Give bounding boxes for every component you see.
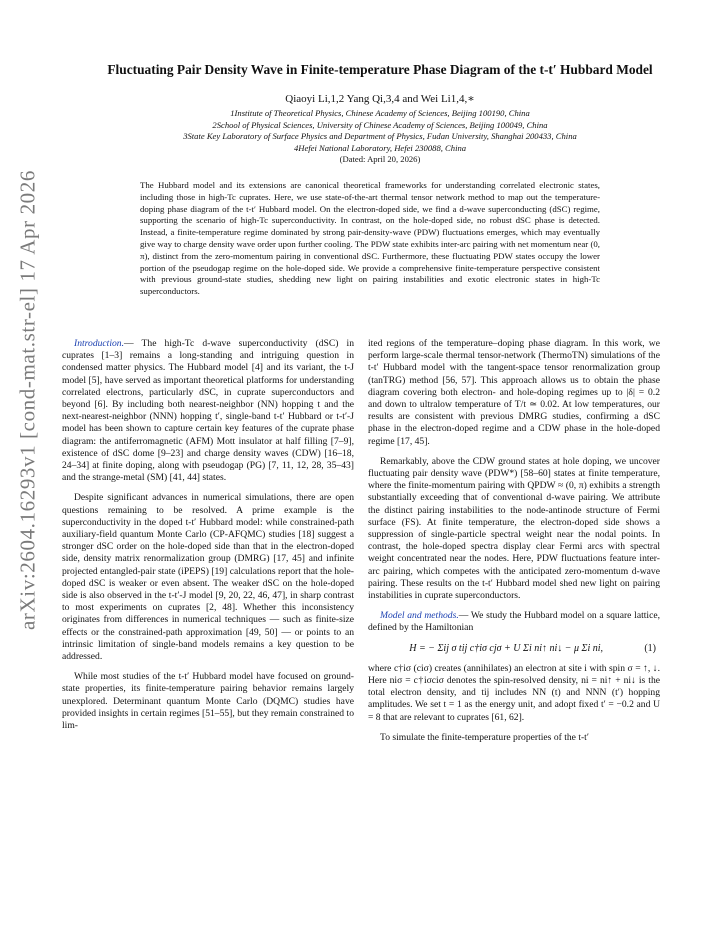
right-paragraph-4: where c†iσ (ciσ) creates (annihilates) an electron at site i with spin σ = ↑, ↓. Here niσ = c†iσciσ denotes the spin-resolved density, ni = ni↑ + ni↓ is the total electron density, and tij includes NN (t) and NNN (t′) hopping amplitudes. We set t = 1 as the energy unit, and adopt fixed t′ = −0.2 and U = 8 that are relevant to cuprates [61, 62]. — [368, 662, 660, 723]
equation-body: H = − Σij σ tij c†iσ cjσ + U Σi ni↑ ni↓ − μ Σi ni, — [409, 642, 604, 654]
intro-heading[interactable]: Introduction. — [74, 338, 125, 349]
right-paragraph-1: ited regions of the temperature–doping phase diagram. In this work, we perform large-scale thermal tensor-network (ThermoTN) simulations of the t-t′ Hubbard model with the tangent-space tensor renormalization group (tanTRG) method [56, 57]. This approach allows us to obtain the phase diagram covering both electron- and hole-doping regimes up to |δ| = 0.2 and down to ultralow temperature of T/t ≃ 0.02. At low temperatures, our results are consistent with previous DMRG studies, confirming a dSC phase in the electron-doped regime and a CDW phase in the hole-doped regime [17, 45]. — [368, 338, 660, 447]
affiliation-2: 2School of Physical Sciences, University of Chinese Academy of Sciences, Beijing 100049, China — [212, 119, 548, 130]
arxiv-stamp — [10, 140, 46, 660]
model-text: — We study the Hubbard model on a square lattice, defined by the Hamiltonian — [368, 610, 660, 634]
affiliation-4: 4Hefei National Laboratory, Hefei 230088, China — [293, 142, 467, 153]
left-paragraph-3: While most studies of the t-t′ Hubbard model have focused on ground-state properties, its finite-temperature pairing behavior remains largely unexplored. Determinant quantum Monte Carlo (DQMC) studies have provided insights in certain regimes [51–55], but they remain constrained to lim- — [62, 671, 354, 732]
right-paragraph-2: Remarkably, above the CDW ground states at hole doping, we uncover fluctuating pair density wave (PDW*) [58–60] states at finite temperature, where the finite-momentum pairing with QPDW ≈ (0, π) exhibits a strength substantially exceeding that of conventional d-wave pairing. We attribute the distinct pairing instabilities to the node-antinode structure of Fermi surface (FS). At finite temperature, the electron-doped side shows a suppression of single-particle spectral weight near the nodal points. In contrast, the hole-doped spectra display clear Fermi arcs with spectral weight concentrated near the nodes. Here, PDW fluctuations feature inter-arc pairing, which competes with the anticipated zero-momentum d-wave pairing. These results on the t-t′ Hubbard model shed new light on pairing instabilities in cuprate superconductors. — [368, 455, 660, 602]
model-heading[interactable]: Model and methods. — [380, 610, 459, 622]
intro-paragraph — [62, 338, 354, 484]
affiliation-3: 3State Key Laboratory of Surface Physics and Department of Physics, Fudan University, Shanghai 200433, China — [183, 131, 577, 142]
intro-text: — The high-Tc d-wave superconductivity (dSC) in cuprates [1–3] remains a long-standing and intriguing question in condensed matter physics. The Hubbard model [4] and its variant, the t-J model [5], have served as important theoretical platforms for understanding correlated electrons, particularly dSC, in cuprate superconductors and beyond [6]. By including both nearest-neighbor (NN) hopping t and the next-nearest-neighbor (NNN) hopping t′, single-band t-t′ Hubbard or t-t′-J model has been shown to capture certain key features of the cuprate phase diagram: the antiferromagnetic (AFM) Mott insulator at half filling [7–9], existence of dSC dome [9–23] and charge density waves (CDW) [16–18, 24–34] at finite doping, along with pseudogap (PG) [7, 11, 12, 28, 35–43] and the strange-metal (SM) [41, 44] states. — [62, 338, 354, 484]
arxiv-stamp-text: arXiv:2604.16293v1 [cond-mat.str-el] 17 Apr 2026 — [15, 170, 40, 630]
model-paragraph — [368, 610, 660, 634]
author-list: Qiaoyi Li,1,2 Yang Qi,3,4 and Wei Li1,4,∗ — [285, 93, 475, 105]
abstract: The Hubbard model and its extensions are canonical theoretical frameworks for understanding correlated electronic states, including those in high-Tc cuprates. Here, we use state-of-the-art thermal tensor network method to map out the temperature-doping phase diagram of the t-t′ Hubbard model. On the electron-doped side, we find a d-wave superconducting (dSC) regime, supporting the scenario of high-Tc superconductivity. In contrast, on the hole-doped side, no robust dSC phase is detected. Instead, a finite-temperature regime dominated by strong pair-density-wave (PDW) fluctuations emerges, which may eventually give way to charge density wave order upon further cooling. The PDW state exhibits inter-arc pairing with net momentum near (0, π), distinct from the zero-momentum pairing in conventional dSC. Furthermore, these fluctuating PDW states occupy the lower portion of the pseudogap regime on the hole-doped side. We provide a comprehensive finite-temperature perspective consistent with previous ground-state studies, shedding new light on pairing instabilities and exotic electronic states in high-Tc superconductors. — [140, 180, 600, 297]
equation-number: (1) — [644, 642, 656, 654]
affiliation-1: 1Institute of Theoretical Physics, Chinese Academy of Sciences, Beijing 100190, China — [230, 108, 530, 118]
paper-title: Fluctuating Pair Density Wave in Finite-temperature Phase Diagram of the t-t′ Hubbard Model — [107, 62, 653, 77]
affiliations — [60, 108, 700, 166]
left-column — [62, 338, 354, 732]
dated-line: (Dated: April 20, 2026) — [339, 154, 421, 165]
hamiltonian-equation — [368, 643, 660, 655]
right-column — [368, 338, 660, 744]
left-paragraph-2: Despite significant advances in numerical simulations, there are open questions remaining to be resolved. A prime example is the superconductivity in the doped t-t′ Hubbard model: while constrained-path auxiliary-field quantum Monte Carlo (CP-AFQMC) studies [18] suggest a stronger dSC order on the hole-doped side than that in the electron-doped side, density matrix renormalization group (DMRG) [17, 45] and infinite projected entangled-pair state (iPEPS) [19] calculations report that the hole-doped dSC is weaker or even absent. The weaker dSC on the hole-doped side is also observed in the t-t′-J model [9, 20, 22, 46, 47], in sharp contrast to most experiments on cuprates [2, 48]. Whether this inconsistency originates from differences in numerical techniques — such as finite-size effects or the constrained-path approximation [49, 50] — or points to an intrinsic limitation of single-band models remains a key question to be addressed. — [62, 492, 354, 663]
right-paragraph-5: To simulate the finite-temperature properties of the t-t′ — [380, 731, 589, 743]
